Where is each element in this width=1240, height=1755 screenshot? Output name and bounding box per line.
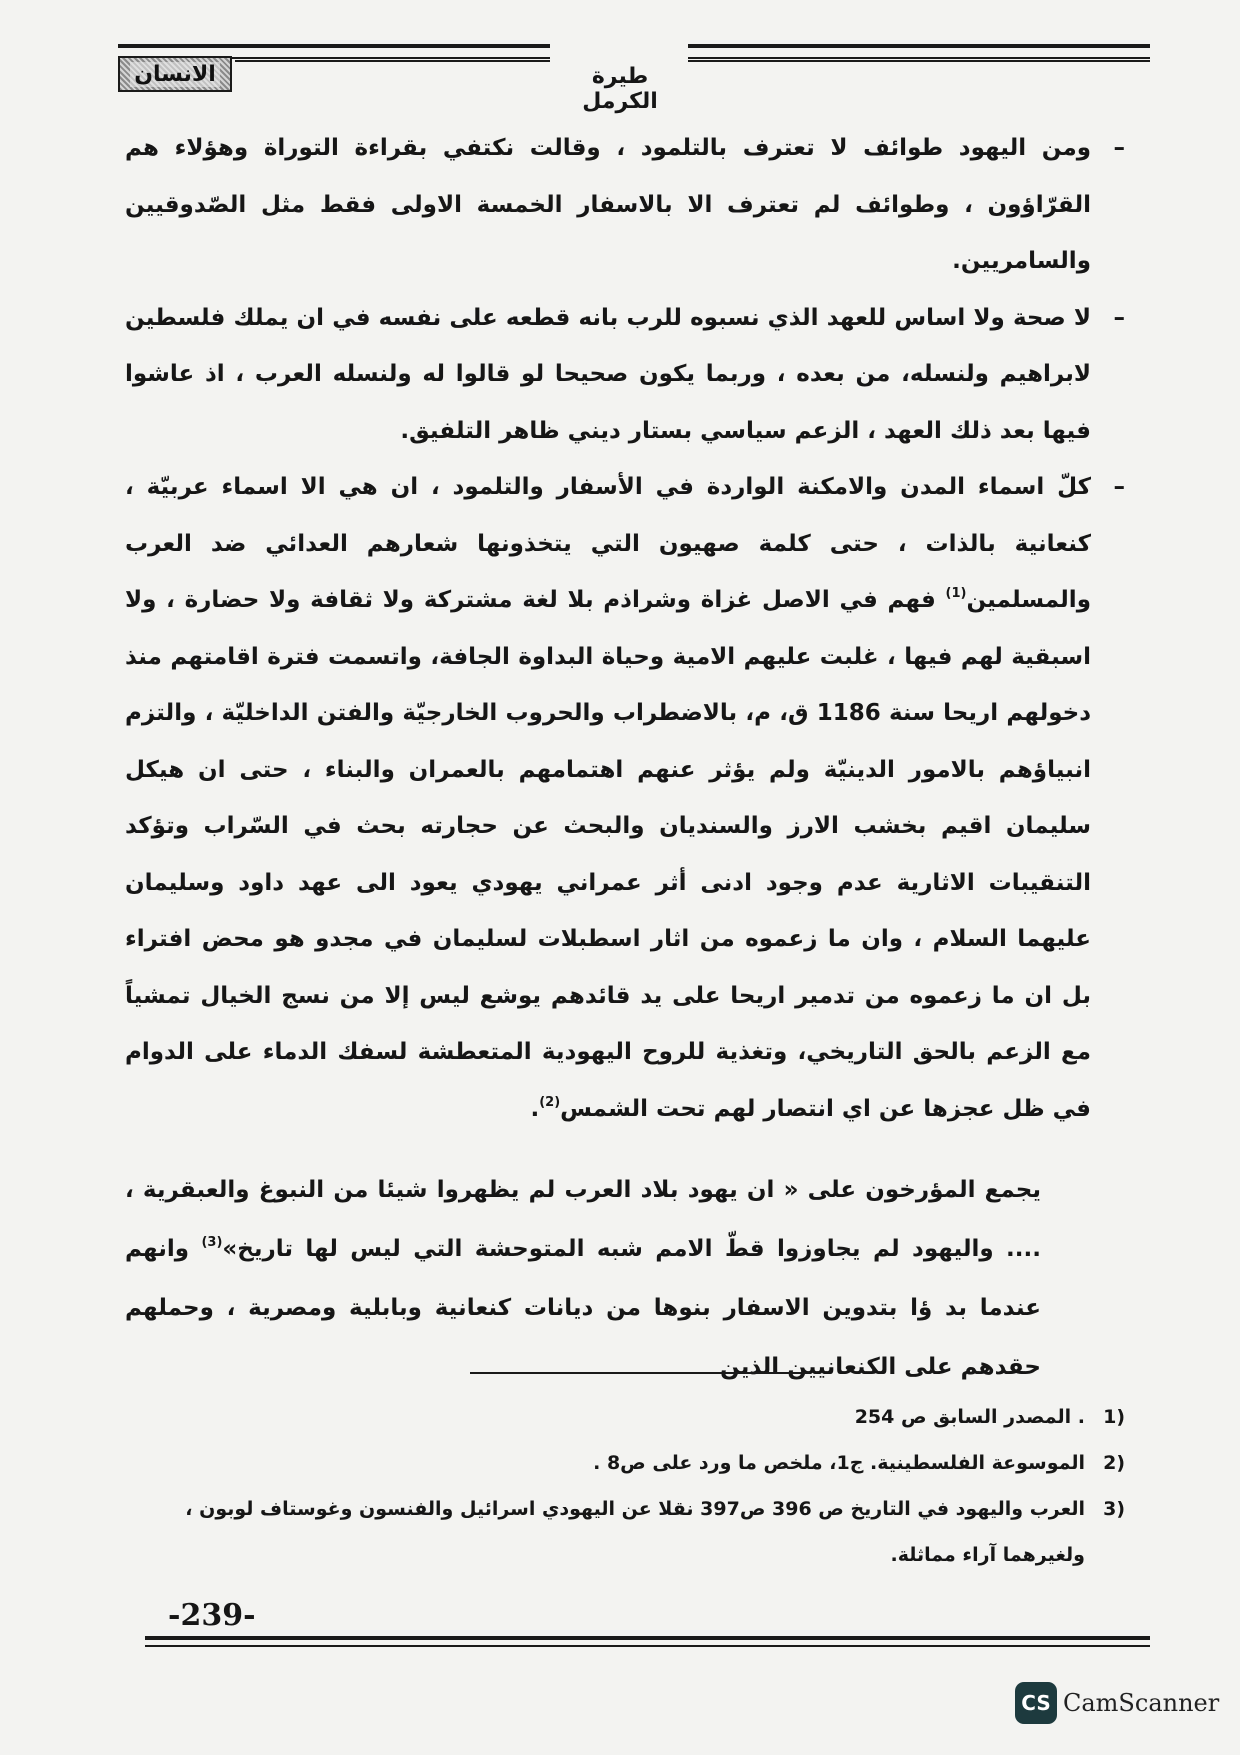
paragraph-4-text-a: يجمع المؤرخون على « ان يهود بلاد العرب لم يظهروا شيئا من النبوغ والعبقرية ، .... واليهود لم يجاوزوا قطّ الامم شبه المتوحشة التي ليس لها تاريخ»	[125, 1177, 1042, 1262]
footnote-text: الموسوعة الفلسطينية. ج1، ملخص ما ورد على ص8 .	[593, 1452, 1085, 1474]
header-title: طيرة الكرمل	[582, 64, 658, 114]
footnotes	[125, 1394, 1125, 1578]
body-text	[125, 120, 1125, 1397]
footnote-ref-2: (2)	[539, 1094, 561, 1110]
header-label: الانسان	[130, 62, 220, 87]
footnote-3	[125, 1486, 1125, 1578]
footnote-1	[125, 1394, 1125, 1440]
paragraph-4	[125, 1161, 1125, 1397]
camscanner-watermark	[1015, 1682, 1219, 1724]
footnote-number: (3	[1103, 1498, 1125, 1520]
paragraph-1: –ومن اليهود طوائف لا تعترف بالتلمود ، وقالت نكتفي بقراءة التوراة وهؤلاء هم القرّاؤون ، وطوائف لم تعترف الا بالاسفار الخمسة الاولى فقط مثل الصّدوقيين والسامريين.	[125, 135, 1125, 274]
paragraph-3: –كلّ اسماء المدن والامكنة الواردة في الأسفار والتلمود ، ان هي الا اسماء عربيّة ، كنعانية بالذات ، حتى كلمة صهيون التي يتخذونها شعارهم العدائي ضد العرب والمسلمين$^{(1)}$ فهم في الاصل غزاة وشراذم بلا لغة مشتركة ولا ثقافة ولا حضارة ، ولا اسبقية لهم فيها ، غلبت عليهم الامية وحياة البداوة الجافة، واتسمت فترة اقامتهم منذ دخولهم اريحا سنة 1186 ق، م، بالاضطراب والحروب الخارجيّة والفتن الداخليّة ، والتزم انبياؤهم بالامور الدينيّة ولم يؤثر عنهم اهتمامهم بالعمران والبناء ، حتى ان هيكل سليمان اقيم بخشب الارز والسنديان والبحث عن حجارته بحث في السّراب وتؤكد التنقيبات الاثارية عدم وجود ادنى أثر عمراني يهودي يعود الى عهد داود وسليمان عليهما السلام ، وان ما زعموه من اثار اسطبلات لسليمان في مجدو هو محض افتراء بل ان ما زعموه من تدمير اريحا على يد قائدهم يوشع ليس إلا من نسج الخيال تمشياً مع الزعم بالحق التاريخي، وتغذية للروح اليهودية المتعطشة لسفك الدماء على الدوام في ظل عجزها عن اي انتصار لهم تحت الشمس$^{(2)}$.	[125, 474, 1125, 1122]
footnote-ref-3: (3)	[201, 1235, 223, 1250]
footnote-text: . المصدر السابق ص 254	[854, 1406, 1085, 1428]
footnote-text: العرب واليهود في التاريخ ص 396 ص397 نقلا عن اليهودي اسرائيل والفنسون وغوستاف لوبون ، ولغيرهما آراء مماثلة.	[185, 1498, 1085, 1566]
page-number: -239-	[168, 1598, 256, 1633]
header-rule-right-thin	[688, 60, 1150, 62]
camscanner-icon-text: CS	[1021, 1691, 1051, 1715]
header-rule-left-thin	[235, 60, 550, 62]
paragraph-2-text: لا صحة ولا اساس للعهد الذي نسبوه للرب بانه قطعه على نفسه في ان يملك فلسطين لابراهيم ولنسله، من بعده ، وربما يكون صحيحا لو قالوا له ولنسله العرب ، اذ عاشوا فيها بعد ذلك العهد ، الزعم سياسي بستار ديني ظاهر التلفيق.	[125, 304, 1091, 444]
paragraph-4-text-b: وانهم عندما بد ؤا بتدوين الاسفار بنوها من ديانات كنعانية وبابلية ومصرية ، وحملهم حقدهم على الكنعانيين الذين	[125, 1236, 1041, 1380]
footnote-number: (2	[1103, 1452, 1125, 1474]
camscanner-label: CamScanner	[1063, 1689, 1220, 1717]
paragraph-1-text: ومن اليهود طوائف لا تعترف بالتلمود ، وقالت نكتفي بقراءة التوراة وهؤلاء هم القرّاؤون ، وطوائف لم تعترف الا بالاسفار الخمسة الاولى فقط مثل الصّدوقيين والسامريين.	[125, 135, 1091, 274]
paragraph-2: –لا صحة ولا اساس للعهد الذي نسبوه للرب بانه قطعه على نفسه في ان يملك فلسطين لابراهيم ولنسله، من بعده ، وربما يكون صحيحا لو قالوا له ولنسله العرب ، اذ عاشوا فيها بعد ذلك العهد ، الزعم سياسي بستار ديني ظاهر التلفيق.	[125, 304, 1125, 444]
footer-rule	[145, 1636, 1150, 1640]
footnote-ref-1: (1)	[945, 586, 967, 601]
header-label-box	[118, 56, 232, 92]
footer-rule-thin	[145, 1645, 1150, 1647]
header-rule-right	[688, 44, 1150, 59]
paragraph-3-text-a: كلّ اسماء المدن والامكنة الواردة في الأسفار والتلمود ، ان هي الا اسماء عربيّة ، كنعانية بالذات ، حتى كلمة صهيون التي يتخذونها شعارهم العدائي ضد العرب والمسلمين	[125, 474, 1091, 613]
footnote-separator	[470, 1372, 810, 1374]
paragraph-3-text-b: فهم في الاصل غزاة وشراذم بلا لغة مشتركة ولا ثقافة ولا حضارة ، ولا اسبقية لهم فيها ، غلبت عليهم الامية وحياة البداوة الجافة، واتسمت فترة اقامتهم منذ دخولهم اريحا سنة 1186 ق، م، بالاضطراب والحروب الخارجيّة والفتن الداخليّة ، والتزم انبياؤهم بالامور الدينيّة ولم يؤثر عنهم اهتمامهم بالعمران والبناء ، حتى ان هيكل سليمان اقيم بخشب الارز والسنديان والبحث عن حجارته بحث في السّراب وتؤكد التنقيبات الاثارية عدم وجود ادنى أثر عمراني يهودي يعود الى عهد داود وسليمان عليهما السلام ، وان ما زعموه من اثار اسطبلات لسليمان في مجدو هو محض افتراء بل ان ما زعموه من تدمير اريحا على يد قائدهم يوشع ليس إلا من نسج الخيال تمشياً مع الزعم بالحق التاريخي، وتغذية للروح اليهودية المتعطشة لسفك الدماء على الدوام في ظل عجزها عن اي انتصار لهم تحت الشمس	[125, 587, 1092, 1122]
footnote-2	[125, 1440, 1125, 1486]
paragraph-3-end: .	[530, 1095, 540, 1122]
footnote-number: (1	[1103, 1406, 1125, 1428]
camscanner-icon	[1015, 1682, 1057, 1724]
